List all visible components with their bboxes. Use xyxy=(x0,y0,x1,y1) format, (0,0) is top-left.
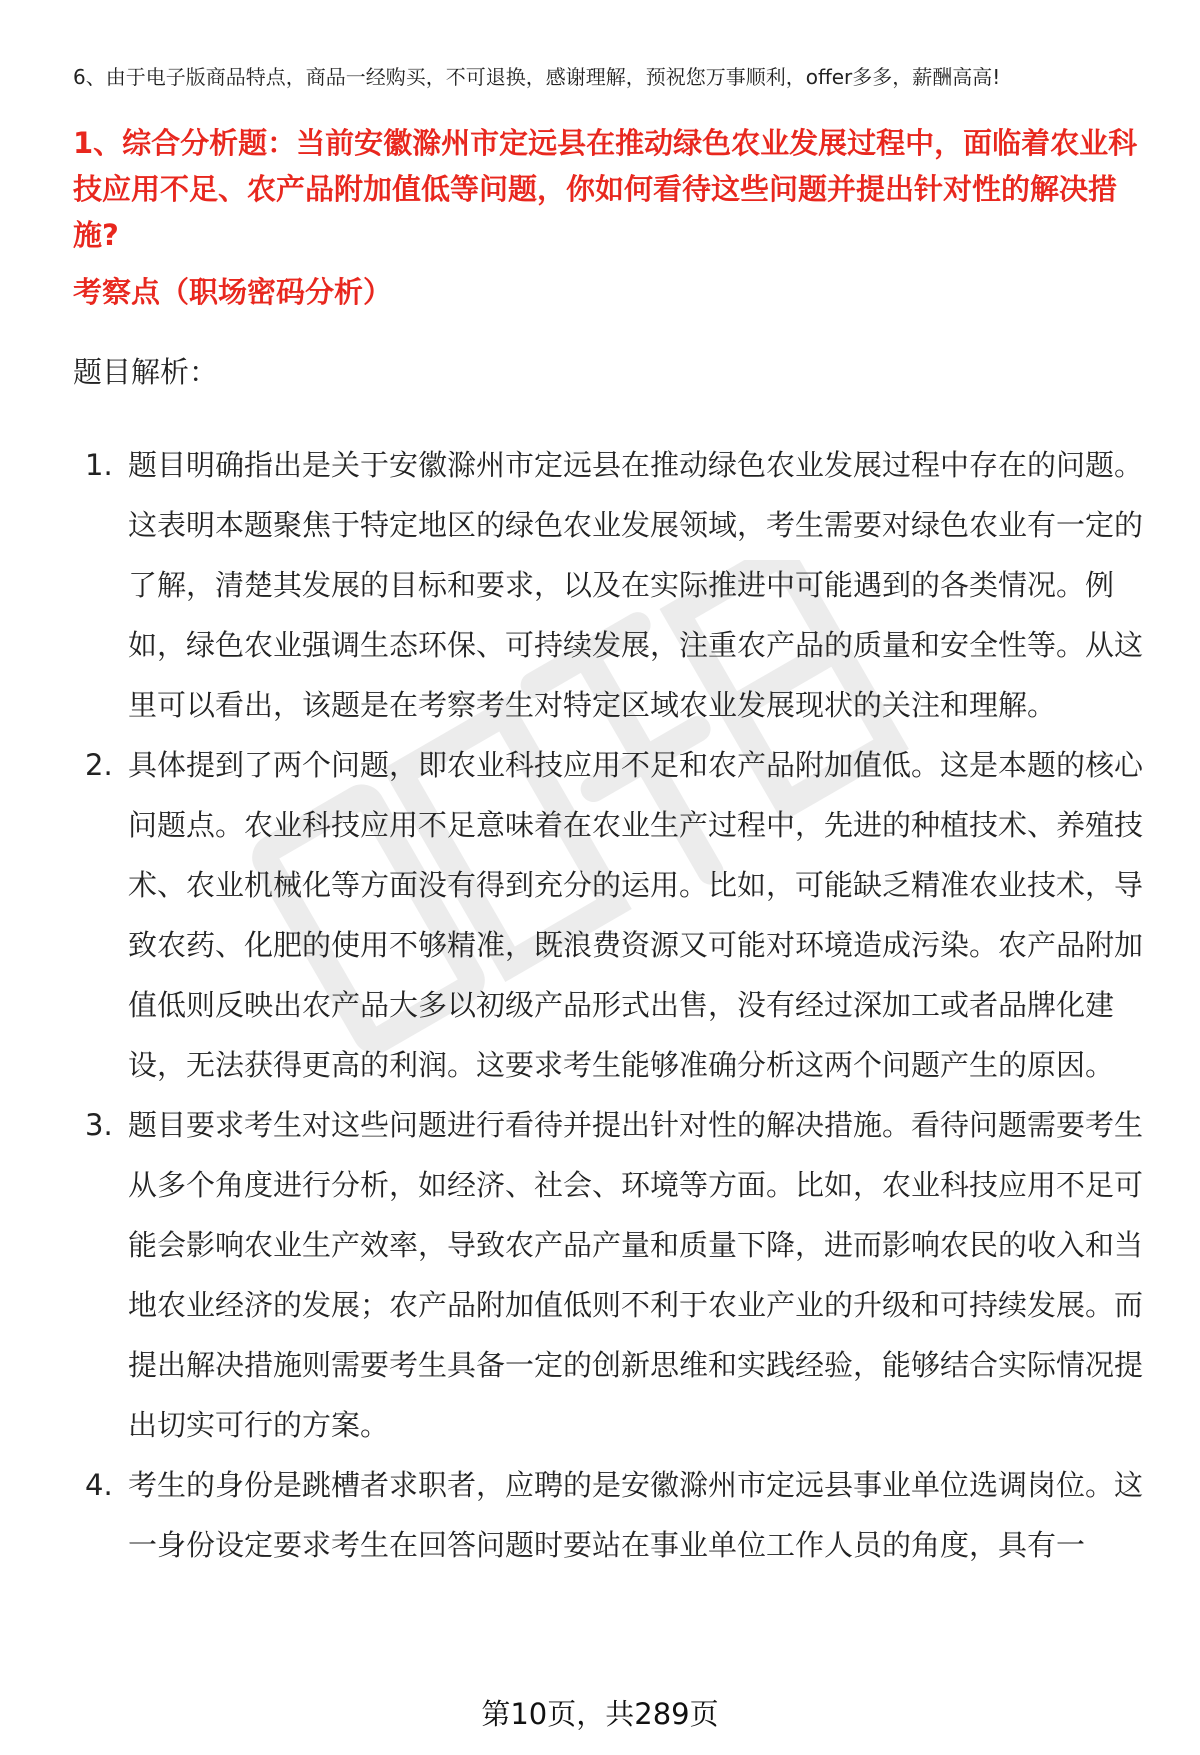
question-heading: 1、综合分析题：当前安徽滁州市定远县在推动绿色农业发展过程中，面临着农业科技应用不足、农产品附加值低等问题，你如何看待这些问题并提出针对性的解决措施? xyxy=(73,126,1138,252)
analysis-list xyxy=(73,435,1148,1575)
list-item-text: 具体提到了两个问题，即农业科技应用不足和农产品附加值低。这是本题的核心问题点。农业科技应用不足意味着在农业生产过程中，先进的种植技术、养殖技术、农业机械化等方面没有得到充分的运用。比如，可能缺乏精准农业技术，导致农药、化肥的使用不够精准，既浪费资源又可能对环境造成污染。农产品附加值低则反映出农产品大多以初级产品形式出售，没有经过深加工或者品牌化建设，无法获得更高的利润。这要求考生能够准确分析这两个问题产生的原因。 xyxy=(128,748,1144,1082)
page-footer: 第10页，共289页 xyxy=(481,1697,719,1731)
list-item xyxy=(73,435,1148,735)
list-item xyxy=(73,1095,1148,1455)
list-item-number: 2. xyxy=(85,748,113,782)
section-title: 考察点（职场密码分析） xyxy=(73,275,393,309)
list-item xyxy=(73,735,1148,1095)
list-item-number: 4. xyxy=(85,1468,113,1502)
list-item xyxy=(73,1455,1148,1575)
list-item-number: 1. xyxy=(85,448,113,482)
purchase-notice: 6、由于电子版商品特点，商品一经购买，不可退换，感谢理解，预祝您万事顺利，offer多多，薪酬高高! xyxy=(73,65,1001,89)
list-item-text: 题目要求考生对这些问题进行看待并提出针对性的解决措施。看待问题需要考生从多个角度进行分析，如经济、社会、环境等方面。比如，农业科技应用不足可能会影响农业生产效率，导致农产品产量和质量下降，进而影响农民的收入和当地农业经济的发展；农产品附加值低则不利于农业产业的升级和可持续发展。而提出解决措施则需要考生具备一定的创新思维和实践经验，能够结合实际情况提出切实可行的方案。 xyxy=(128,1108,1144,1442)
list-item-text: 考生的身份是跳槽者求职者，应聘的是安徽滁州市定远县事业单位选调岗位。这一身份设定要求考生在回答问题时要站在事业单位工作人员的角度，具有一 xyxy=(128,1468,1144,1562)
list-item-number: 3. xyxy=(85,1108,113,1142)
analysis-subtitle: 题目解析： xyxy=(73,355,219,389)
list-item-text: 题目明确指出是关于安徽滁州市定远县在推动绿色农业发展过程中存在的问题。这表明本题聚焦于特定地区的绿色农业发展领域，考生需要对绿色农业有一定的了解，清楚其发展的目标和要求，以及在实际推进中可能遇到的各类情况。例如，绿色农业强调生态环保、可持续发展，注重农产品的质量和安全性等。从这里可以看出，该题是在考察考生对特定区域农业发展现状的关注和理解。 xyxy=(128,448,1144,722)
